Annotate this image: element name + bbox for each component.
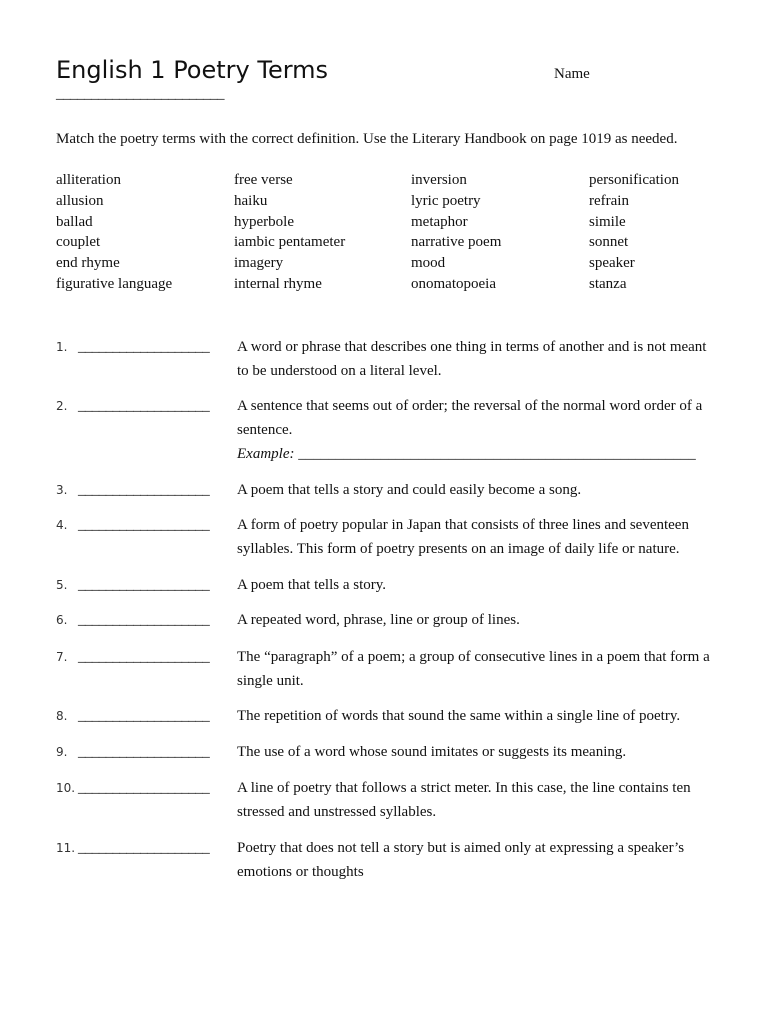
question-number: 2. — [56, 399, 68, 413]
instructions-text: Match the poetry terms with the correct definition. Use the Literary Handbook on page 1019 as needed. — [56, 131, 678, 147]
term-item: simile — [589, 213, 626, 230]
term-item: stanza — [589, 275, 627, 292]
answer-blank[interactable]: ___________________ — [78, 577, 210, 593]
term-item: refrain — [589, 192, 629, 209]
answer-blank[interactable]: ___________________ — [78, 482, 210, 498]
question-number: 11. — [56, 841, 76, 855]
term-item: hyperbole — [234, 213, 294, 230]
term-item: alliteration — [56, 172, 121, 188]
question-definition: A word or phrase that describes one thing in terms of another and is not meant to be understood on a literal level. — [237, 339, 707, 379]
term-item: figurative language — [56, 275, 173, 292]
term-item: inversion — [411, 172, 467, 188]
answer-blank[interactable]: ___________________ — [78, 398, 210, 414]
question-definition: A poem that tells a story and could easily become a song. — [237, 482, 582, 498]
question-definition: A line of poetry that follows a strict meter. In this case, the line contains ten stressed and unstressed syllables. — [237, 780, 691, 820]
term-item: internal rhyme — [234, 275, 322, 292]
answer-blank[interactable]: ___________________ — [78, 517, 210, 533]
term-column-3 — [411, 170, 589, 295]
question-definition: The “paragraph” of a poem; a group of consecutive lines in a poem that form a single unit. — [237, 649, 710, 689]
term-column-4 — [589, 170, 767, 295]
term-column-1 — [56, 170, 234, 295]
answer-blank[interactable]: ___________________ — [78, 840, 210, 856]
term-item: couplet — [56, 234, 101, 251]
answer-blank[interactable]: ___________________ — [78, 612, 210, 628]
question-definition: A poem that tells a story. — [237, 577, 387, 593]
question-definition: The repetition of words that sound the same within a single line of poetry. — [237, 708, 681, 724]
question-number: 10. — [56, 781, 76, 795]
answer-blank[interactable]: ___________________ — [78, 780, 210, 796]
question-definition: Poetry that does not tell a story but is aimed only at expressing a speaker’s emotions or thoughts — [237, 840, 685, 880]
question-number: 9. — [56, 745, 68, 759]
name-blank-line[interactable]: ________________________ — [56, 86, 224, 102]
term-item: end rhyme — [56, 255, 120, 272]
term-item: iambic pentameter — [234, 234, 346, 251]
term-item: speaker — [589, 255, 635, 272]
question-number: 4. — [56, 518, 68, 532]
term-item: imagery — [234, 255, 284, 272]
example-blank[interactable]: _____________________________________________________ — [294, 446, 696, 462]
term-item: personification — [589, 172, 679, 188]
term-item: onomatopoeia — [411, 275, 496, 292]
term-item: metaphor — [411, 213, 468, 230]
question-number: 1. — [56, 340, 68, 354]
question-definition: The use of a word whose sound imitates or suggests its meaning. — [237, 744, 627, 760]
question-definition: A repeated word, phrase, line or group of lines. — [237, 612, 520, 628]
answer-blank[interactable]: ___________________ — [78, 708, 210, 724]
question-number: 5. — [56, 578, 68, 592]
term-item: allusion — [56, 192, 104, 209]
question-number: 6. — [56, 613, 68, 627]
term-column-2 — [234, 170, 412, 295]
term-item: narrative poem — [411, 234, 502, 251]
question-number: 3. — [56, 483, 68, 497]
term-item: free verse — [234, 172, 293, 188]
name-label: Name — [554, 66, 590, 82]
question-definition: A sentence that seems out of order; the reversal of the normal word order of a sentence. — [237, 398, 703, 438]
question-number: 8. — [56, 709, 68, 723]
answer-blank[interactable]: ___________________ — [78, 339, 210, 355]
term-item: sonnet — [589, 234, 629, 251]
example-line — [237, 442, 719, 466]
question-definition: A form of poetry popular in Japan that consists of three lines and seventeen syllables. This form of poetry presents on an image of daily life or nature. — [237, 517, 689, 557]
page-title: English 1 Poetry Terms — [56, 56, 329, 84]
answer-blank[interactable]: ___________________ — [78, 744, 210, 760]
example-label: Example: — [237, 446, 295, 462]
question-definition-block — [237, 394, 719, 466]
term-item: lyric poetry — [411, 192, 481, 209]
term-item: haiku — [234, 192, 268, 209]
term-item: ballad — [56, 213, 93, 230]
term-item: mood — [411, 255, 446, 272]
answer-blank[interactable]: ___________________ — [78, 649, 210, 665]
question-number: 7. — [56, 650, 68, 664]
